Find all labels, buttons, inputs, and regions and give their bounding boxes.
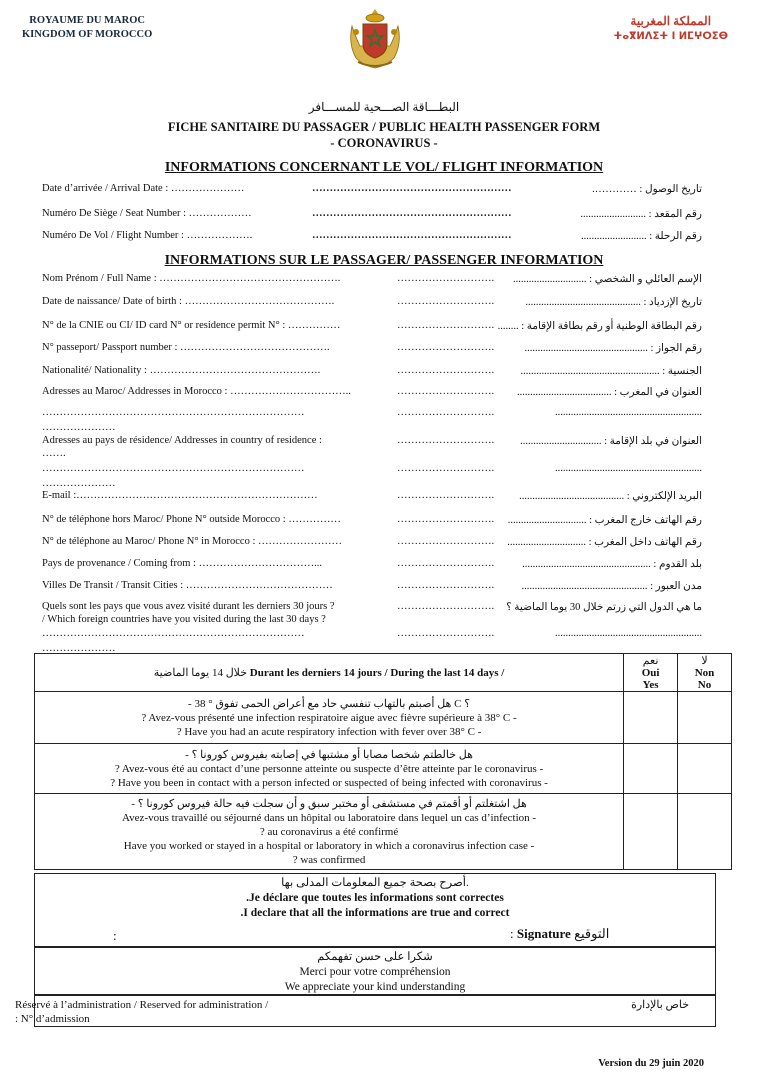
passenger-row <box>42 320 702 338</box>
answer-hospital-yes[interactable] <box>624 794 678 870</box>
title-arabic: البطـــاقة الصـــحية للمســـافر <box>308 100 460 114</box>
passenger-field-label: / Which foreign countries have you visited during the last 30 days ? <box>42 614 326 625</box>
passenger-row <box>42 514 702 532</box>
arrival-date-label-ar: تاريخ الوصول : …………. <box>592 184 702 195</box>
admin-box <box>15 995 716 1027</box>
version-label: Version du 29 juin 2020 <box>598 1058 704 1069</box>
passenger-field-label: Pays de provenance / Coming from : ……………………………... <box>42 558 322 569</box>
passenger-field-label: ………………………………………………………………… <box>42 628 305 639</box>
signature-colon-left: : <box>113 928 117 943</box>
passenger-field-label: ……. <box>42 448 66 459</box>
passenger-field-label-ar: رقم الجواز : ............................................... <box>524 343 702 354</box>
passenger-field-label-ar: ........................................................ <box>555 463 702 474</box>
passenger-row <box>42 580 702 598</box>
passenger-field-label-ar: الإسم العائلي و الشخصي : ............................ <box>513 274 702 285</box>
question-hospital-fr-2: ? au coronavirus a été confirmé <box>259 825 399 838</box>
passenger-field-label-ar: ........................................................ <box>555 407 702 418</box>
questions-header-main: Durant les derniers 14 jours / During the last 14 days / <box>249 666 505 679</box>
passenger-field-input[interactable]: ………………………. <box>397 386 495 397</box>
admin-reserved-ar: خاص بالإدارة <box>631 999 689 1011</box>
page-subtitle: - CORONAVIRUS - <box>330 136 438 150</box>
seat-number-label: Numéro De Siège / Seat Number : ……………… <box>42 208 252 219</box>
passenger-field-label: ………………………………………………………………… <box>42 463 305 474</box>
kingdom-ar: المملكة المغربية <box>630 14 712 28</box>
arrival-date-label: Date d’arrivée / Arrival Date : ………………… <box>42 183 245 194</box>
passenger-field-label-ar: رقم الهاتف خارج المغرب : .............................. <box>507 515 702 526</box>
passenger-field-label: E-mail :…………………………………………………………… <box>42 490 318 501</box>
passenger-field-label: Quels sont les pays que vous avez visité durant les derniers 30 jours ? <box>42 601 335 612</box>
passenger-row <box>42 342 702 360</box>
passenger-field-input[interactable]: ………………………. <box>397 365 495 376</box>
seat-number-label-ar: رقم المقعد : ......................... <box>580 209 702 220</box>
no-ar: لا <box>701 654 708 667</box>
passenger-field-input[interactable]: ………………………. <box>397 536 495 547</box>
question-contact-ar: - هل خالطتم شخصا مصابا أو مشتبها في إصابته بفيروس كورونا ؟ <box>185 748 473 761</box>
passenger-field-label: Date de naissance/ Date of birth : ……………………………………. <box>42 296 335 307</box>
kingdom-en: KINGDOM OF MOROCCO <box>22 29 153 40</box>
passenger-row <box>42 536 702 554</box>
flight-row-seat <box>42 208 702 219</box>
declaration-ar: أصرح بصحة جميع المعلومات المدلى بها. <box>281 877 469 889</box>
kingdom-fr: ROYAUME DU MAROC <box>29 15 145 26</box>
passenger-row <box>42 558 702 576</box>
answer-contact-yes[interactable] <box>624 744 678 794</box>
passenger-field-label: Nom Prénom / Full Name : ……………………………………………. <box>42 273 341 284</box>
question-contact <box>35 744 624 794</box>
passenger-field-label-ar: العنوان في المغرب : .................................... <box>516 387 702 398</box>
passenger-field-input[interactable]: ………………………. <box>397 514 495 525</box>
question-hospital-en-1: Have you worked or stayed in a hospital or laboratory in which a coronavirus infection case - <box>123 839 535 852</box>
question-hospital-fr-1: Avez-vous travaillé ou séjourné dans un hôpital ou laboratoire dans lequel un cas d’infection - <box>122 811 537 824</box>
yes-column-header <box>624 654 678 692</box>
passenger-field-label-ar: مدن العبور : ................................................ <box>521 581 702 592</box>
flight-section-heading: INFORMATIONS CONCERNANT LE VOL/ FLIGHT INFORMATION <box>164 160 604 175</box>
seat-number-field[interactable]: ………………………………………………… <box>312 208 512 219</box>
question-fever-ar: - هل أصبتم بالتهاب تنفسي حاد مع أعراض الحمى تفوق ° 38 C ؟ <box>188 697 471 710</box>
passenger-row <box>42 386 702 404</box>
thanks-ar: شكرا على حسن تفهمكم <box>317 951 433 963</box>
passenger-field-label-ar: بلد القدوم : ................................................. <box>522 559 702 570</box>
passenger-field-label-ar: رقم البطاقة الوطنية أو رقم بطاقة الإقامة : ........ <box>497 321 702 332</box>
questions-header <box>35 654 624 692</box>
passenger-field-input[interactable]: ………………………. <box>397 628 495 639</box>
signature-colon: : <box>510 926 514 941</box>
question-row-contact <box>35 744 732 794</box>
yes-en: Yes <box>642 678 659 691</box>
thanks-fr: Merci pour votre compréhension <box>299 966 451 978</box>
kingdom-name-latin <box>22 14 152 42</box>
admin-reserved: Réservé à l’administration / Reserved for administration / <box>15 999 269 1011</box>
flight-number-label-ar: رقم الرحلة : ......................... <box>580 231 702 242</box>
passenger-field-label: Adresses au Maroc/ Addresses in Morocco : …………………………….. <box>42 386 351 397</box>
question-row-fever <box>35 692 732 744</box>
passenger-field-label: ………………… <box>42 422 116 433</box>
declaration-en: .I declare that all the informations are true and correct <box>240 907 510 919</box>
flight-row-arrival <box>42 183 702 194</box>
question-contact-en: ? Have you been in contact with a person infected or suspected of being infected with coronavirus - <box>110 776 548 789</box>
passenger-field-label: N° de téléphone au Maroc/ Phone N° in Morocco : …………………… <box>42 536 343 547</box>
questions-header-ar: خلال 14 يوما الماضية <box>153 666 248 679</box>
passenger-section-heading: INFORMATIONS SUR LE PASSAGER/ PASSENGER INFORMATION <box>164 253 604 268</box>
page-title: FICHE SANITAIRE DU PASSAGER / PUBLIC HEALTH PASSENGER FORM <box>167 120 601 134</box>
passenger-field-input[interactable]: ………………………. <box>397 558 495 569</box>
declaration-fr: .Je déclare que toutes les informations sont correctes <box>246 892 504 904</box>
coat-of-arms-icon <box>344 6 406 72</box>
passenger-field-label-ar: العنوان في بلد الإقامة : ............................... <box>520 436 702 447</box>
passenger-field-label-ar: ما هي الدول التي زرتم خلال 30 يوما الماضية ؟ <box>506 602 702 613</box>
thanks-box <box>34 947 716 995</box>
flight-row-flight-number <box>42 230 702 241</box>
answer-fever-no[interactable] <box>678 692 732 744</box>
no-en: No <box>697 678 712 691</box>
answer-contact-no[interactable] <box>678 744 732 794</box>
passenger-field-label: N° passeport/ Passport number : ……………………………………. <box>42 342 330 353</box>
passenger-field-label: Nationalité/ Nationality : …………………………………………. <box>42 365 321 376</box>
passenger-field-label-ar: البريد الإلكتروني : ........................................ <box>519 491 702 502</box>
flight-number-field[interactable]: ………………………………………………… <box>312 230 512 241</box>
question-hospital <box>35 794 624 870</box>
passenger-field-label: ………………… <box>42 478 116 489</box>
question-contact-fr: ? Avez-vous été au contact d’une personne atteinte ou suspecte d’être atteinte par le coronavirus - <box>114 762 544 775</box>
passenger-field-label: Villes De Transit / Transit Cities : …………………………………… <box>42 580 333 591</box>
passenger-field-input[interactable]: ………………………. <box>397 342 495 353</box>
passenger-field-label-ar: رقم الهاتف داخل المغرب : .............................. <box>507 537 702 548</box>
question-fever-en: ? Have you had an acute respiratory infection with fever over 38° C - <box>176 725 482 738</box>
passenger-field-label: N° de téléphone hors Maroc/ Phone N° outside Morocco : …………… <box>42 514 341 525</box>
answer-hospital-no[interactable] <box>678 794 732 870</box>
passenger-field-input[interactable]: ………………………. <box>397 435 495 446</box>
question-fever-fr: ? Avez-vous présenté une infection respiratoire aigue avec fièvre supérieure à 38° C - <box>141 711 517 724</box>
passenger-field-label: ………………… <box>42 643 116 654</box>
passenger-row <box>42 490 702 508</box>
kingdom-tifinagh: ⵜⴰⴳⵍⴷⵉⵜ ⵏ ⵍⵎⵖⵔⵉⴱ <box>613 31 728 42</box>
signature-label-en: Signature <box>516 926 571 941</box>
questions-header-row <box>35 654 732 692</box>
yes-ar: نعم <box>642 654 659 667</box>
flight-number-label: Numéro De Vol / Flight Number : ………………. <box>42 230 253 241</box>
passenger-field-label: N° de la CNIE ou CI/ ID card N° or residence permit N° : …………… <box>42 320 341 331</box>
passenger-field-input[interactable]: ………………………. <box>397 490 495 501</box>
yes-fr: Oui <box>641 666 660 679</box>
passenger-field-label: Adresses au pays de résidence/ Addresses in country of residence : <box>42 435 322 446</box>
thanks-en: We appreciate your kind understanding <box>284 981 466 993</box>
question-fever <box>35 692 624 744</box>
question-row-hospital <box>35 794 732 870</box>
passenger-field-input[interactable]: ………………………. <box>397 296 495 307</box>
passenger-field-label-ar: الجنسية : ..................................................... <box>520 366 702 377</box>
signature-label[interactable] <box>510 926 609 941</box>
answer-fever-yes[interactable] <box>624 692 678 744</box>
passenger-field-input[interactable]: ………………………. <box>397 320 495 331</box>
passenger-field-input[interactable]: ………………………. <box>397 463 495 474</box>
passenger-row <box>42 273 702 291</box>
passenger-field-input[interactable]: ………………………. <box>397 407 495 418</box>
passenger-field-input[interactable]: ………………………. <box>397 601 495 612</box>
passenger-field-input[interactable]: ………………………. <box>397 580 495 591</box>
passenger-field-label-ar: تاريخ الإزدياد : ............................................ <box>525 297 702 308</box>
passenger-row <box>42 296 702 314</box>
health-questions-table <box>34 653 732 870</box>
passenger-field-label-ar: ........................................................ <box>555 628 702 639</box>
question-hospital-en-2: ? was confirmed <box>292 853 366 866</box>
arrival-date-field[interactable]: ………………………………………………… <box>312 183 512 194</box>
kingdom-name-arabic <box>613 14 728 44</box>
signature-label-ar: التوقيع <box>574 926 610 941</box>
declaration-box <box>34 873 716 947</box>
passenger-field-input[interactable]: ………………………. <box>397 273 495 284</box>
passenger-field-label: ………………………………………………………………… <box>42 407 305 418</box>
no-column-header <box>678 654 732 692</box>
passenger-row <box>42 365 702 383</box>
no-fr: Non <box>694 666 715 679</box>
admin-number[interactable]: : N° d’admission <box>15 1013 90 1025</box>
question-hospital-ar: - هل اشتغلتم أو أقمتم في مستشفى أو مختبر سبق و أن سجلت فيه حالة فيروس كورونا ؟ <box>131 797 527 810</box>
